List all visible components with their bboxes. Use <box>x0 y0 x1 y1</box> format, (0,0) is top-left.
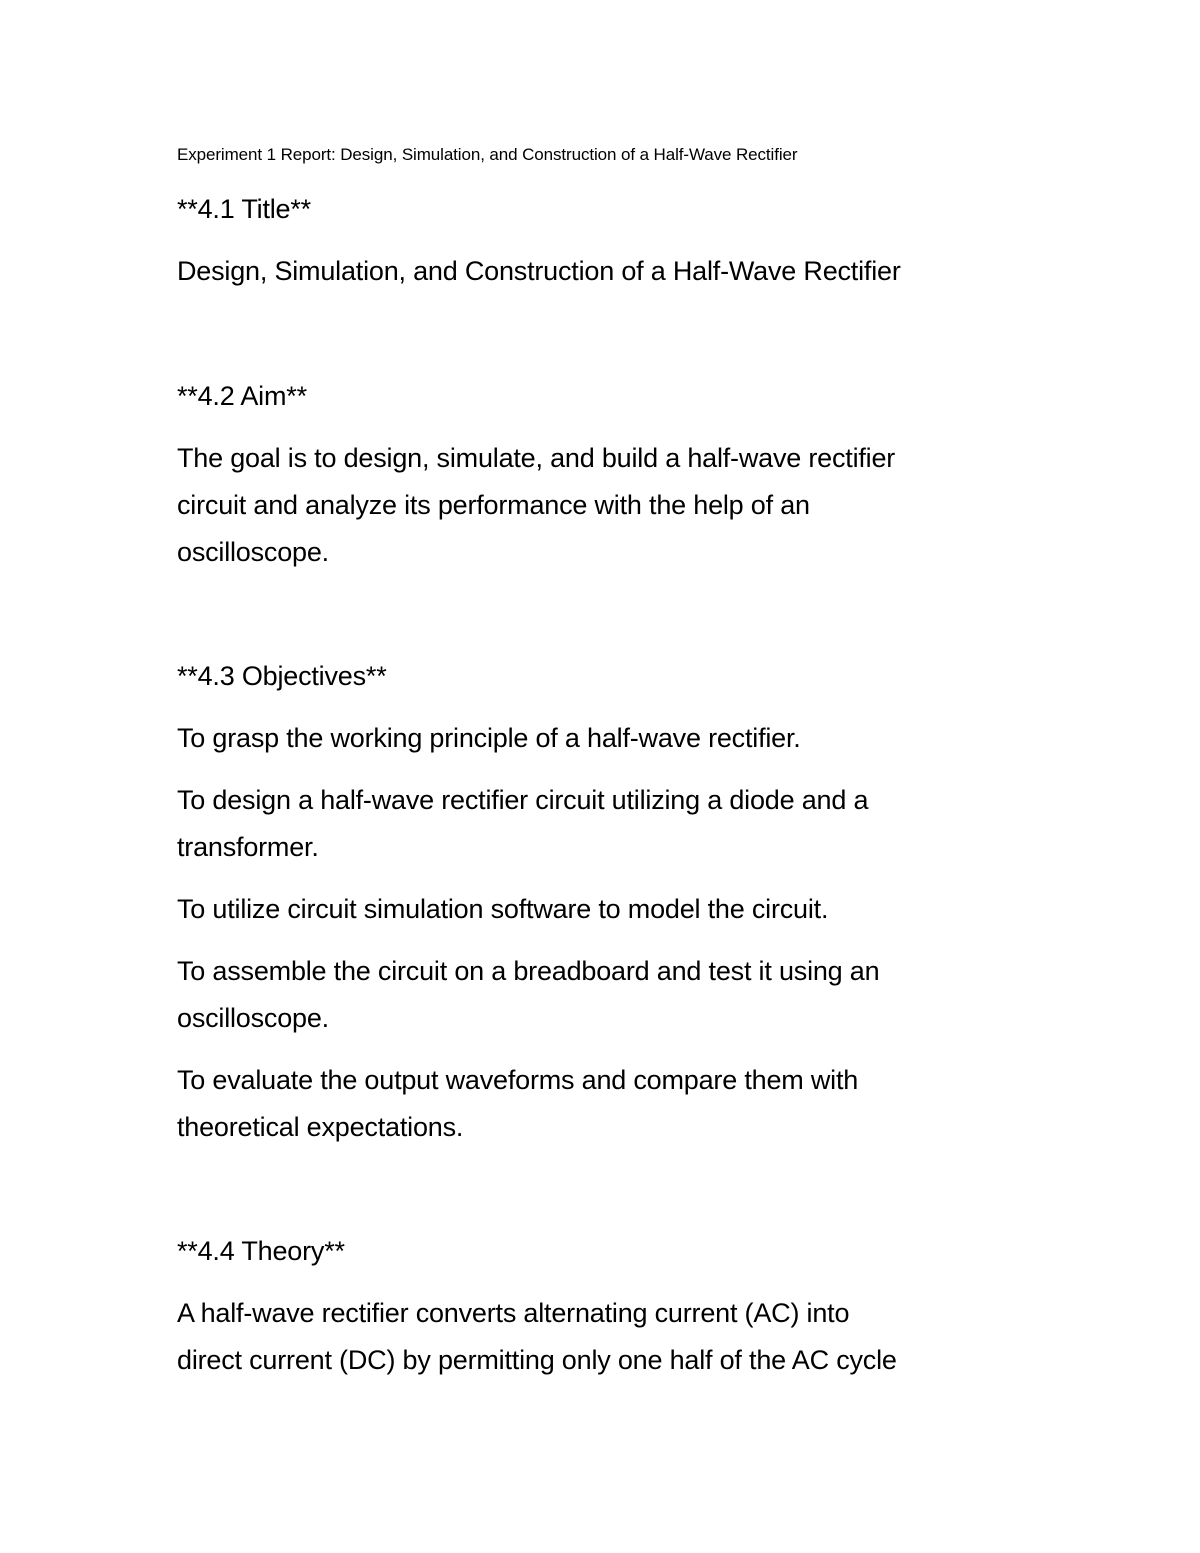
section-4-2 <box>177 373 1077 576</box>
paragraph-line: oscilloscope. <box>177 1003 329 1033</box>
paragraph <box>177 1057 1077 1151</box>
document-header: Experiment 1 Report: Design, Simulation, and Construction of a Half-Wave Rectifier <box>177 145 798 164</box>
section-heading: **4.3 Objectives** <box>177 661 387 691</box>
paragraph-line: Design, Simulation, and Construction of a Half-Wave Rectifier <box>177 256 901 286</box>
section-4-4 <box>177 1228 1077 1384</box>
paragraph-line: theoretical expectations. <box>177 1112 464 1142</box>
paragraph-line: direct current (DC) by permitting only one half of the AC cycle <box>177 1345 897 1375</box>
paragraph-line: To utilize circuit simulation software to model the circuit. <box>177 894 829 924</box>
paragraph-line: oscilloscope. <box>177 537 329 567</box>
section-heading: **4.4 Theory** <box>177 1236 345 1266</box>
section-heading: **4.2 Aim** <box>177 381 307 411</box>
paragraph <box>177 1290 1077 1384</box>
paragraph <box>177 715 1077 762</box>
paragraph-line: circuit and analyze its performance with the help of an <box>177 490 810 520</box>
paragraph-line: A half-wave rectifier converts alternating current (AC) into <box>177 1298 850 1328</box>
paragraph-line: transformer. <box>177 832 319 862</box>
paragraph <box>177 886 1077 933</box>
paragraph-line: The goal is to design, simulate, and build a half-wave rectifier <box>177 443 896 473</box>
paragraph-line: To evaluate the output waveforms and compare them with <box>177 1065 859 1095</box>
paragraph <box>177 777 1077 871</box>
paragraph <box>177 948 1077 1042</box>
paragraph-line: To assemble the circuit on a breadboard and test it using an <box>177 956 880 986</box>
paragraph <box>177 435 1077 576</box>
paragraph-line: To grasp the working principle of a half-wave rectifier. <box>177 723 801 753</box>
section-4-3 <box>177 653 1077 1151</box>
section-4-1 <box>177 186 1077 295</box>
section-heading: **4.1 Title** <box>177 194 311 224</box>
paragraph-line: To design a half-wave rectifier circuit utilizing a diode and a <box>177 785 869 815</box>
